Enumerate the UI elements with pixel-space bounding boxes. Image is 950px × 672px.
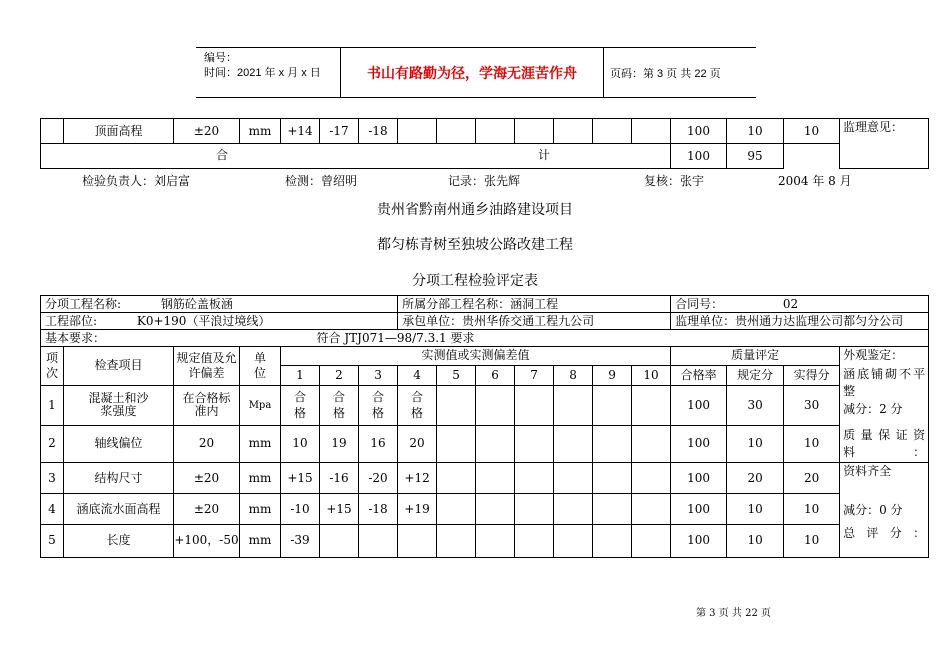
- supervisor-opinion: 监理意见：: [840, 119, 929, 169]
- values-0-cell: 合格: [281, 385, 320, 425]
- values-1-cell: +15: [320, 494, 359, 525]
- std-cell: 30: [727, 385, 784, 425]
- unit-cell: mm: [240, 494, 281, 525]
- values-9-cell: [632, 425, 671, 462]
- value-cell: [476, 119, 515, 144]
- road-title: 都匀栋青树至独坡公路改建工程: [377, 237, 573, 253]
- actual-cell: 10: [784, 525, 840, 558]
- values-7-cell: [554, 425, 593, 462]
- unit-cell: mm: [240, 463, 281, 494]
- values-8-cell: [593, 494, 632, 525]
- values-9-cell: [632, 385, 671, 425]
- header-left: [204, 51, 321, 81]
- values-3-cell: +12: [398, 463, 437, 494]
- std-cell: 10: [727, 525, 784, 558]
- time-label: 时间：2021 年 x 月 x 日: [204, 67, 321, 79]
- project-title: 贵州省黔南州通乡油路建设项目: [377, 202, 573, 218]
- rate-cell: 100: [671, 525, 727, 558]
- values-6-cell: [515, 525, 554, 558]
- quality-doc-label: 质量保证资料：: [843, 428, 926, 459]
- col-actual-score: 实得分: [784, 365, 840, 385]
- rate-cell: 100: [671, 385, 727, 425]
- values-2-cell: [359, 525, 398, 558]
- values-7-cell: [554, 494, 593, 525]
- values-8-cell: [593, 385, 632, 425]
- point-header: 3: [359, 365, 398, 385]
- values-3-cell: 合格: [398, 385, 437, 425]
- point-header: 7: [515, 365, 554, 385]
- table-row: [41, 525, 929, 558]
- col-unit: 单位: [240, 347, 281, 386]
- value-cell: [398, 119, 437, 144]
- col-rate: 合格率: [671, 365, 727, 385]
- point-header: 5: [437, 365, 476, 385]
- requirement-row: [41, 330, 929, 347]
- values-2-cell: 合格: [359, 385, 398, 425]
- values-5-cell: [476, 494, 515, 525]
- item-cell: 结构尺寸: [64, 463, 174, 494]
- point-header: 9: [593, 365, 632, 385]
- value-cell: +14: [281, 119, 320, 144]
- values-7-cell: [554, 463, 593, 494]
- item-cell: 涵底流水面高程: [64, 494, 174, 525]
- values-7-cell: [554, 525, 593, 558]
- table-row: [41, 425, 929, 462]
- no-cell: 2: [41, 425, 64, 462]
- no-cell: 1: [41, 385, 64, 425]
- no-cell: 4: [41, 494, 64, 525]
- requirement-label: 基本要求：: [41, 330, 240, 347]
- table-row: [41, 385, 929, 425]
- tolerance-cell: +100，-50: [174, 525, 240, 558]
- values-0-cell: +15: [281, 463, 320, 494]
- std-total-cell: 100: [671, 144, 727, 169]
- value-cell: -18: [359, 119, 398, 144]
- contractor-label: 承包单位：贵州华侨交通工程九公司: [398, 313, 671, 330]
- value-cell: [632, 119, 671, 144]
- item-cell: 顶面高程: [64, 119, 174, 144]
- point-header: 8: [554, 365, 593, 385]
- values-5-cell: [476, 385, 515, 425]
- actual-cell: 20: [784, 463, 840, 494]
- values-0-cell: -10: [281, 494, 320, 525]
- values-9-cell: [632, 525, 671, 558]
- values-4-cell: [437, 425, 476, 462]
- values-3-cell: 20: [398, 425, 437, 462]
- header-row: [41, 347, 929, 366]
- location-label: 工程部位:: [45, 313, 98, 328]
- page-header: [196, 47, 756, 98]
- values-3-cell: +19: [398, 494, 437, 525]
- total-he: 合: [216, 148, 229, 162]
- values-8-cell: [593, 525, 632, 558]
- item-cell: 长度: [64, 525, 174, 558]
- sub-project-label: 分项工程名称:: [45, 296, 122, 311]
- values-0-cell: -39: [281, 525, 320, 558]
- sub-project-name: 钢筋砼盖板涵: [160, 296, 233, 311]
- values-4-cell: [437, 385, 476, 425]
- point-header: 4: [398, 365, 437, 385]
- value-cell: [437, 119, 476, 144]
- info-row: [41, 296, 929, 313]
- contract-number: 02: [782, 296, 799, 311]
- no-cell: 5: [41, 525, 64, 558]
- tolerance-cell: ±20: [174, 494, 240, 525]
- supervisor-label: 监理单位：贵州通力达监理公司都匀分公司: [671, 313, 929, 330]
- date-sign: 2004 年 8 月: [778, 174, 852, 188]
- value-cell: -17: [320, 119, 359, 144]
- appearance-deduct: 减分：2 分: [843, 402, 903, 416]
- recorder-sign: 记录：张先辉: [448, 174, 521, 188]
- rate-cell: 100: [671, 463, 727, 494]
- values-2-cell: -18: [359, 494, 398, 525]
- unit-cell: Mpa: [240, 385, 281, 425]
- std-cell: 20: [727, 463, 784, 494]
- unit-cell: mm: [240, 119, 281, 144]
- actual-cell: 30: [784, 385, 840, 425]
- values-6-cell: [515, 463, 554, 494]
- total-ji: 计: [538, 148, 551, 162]
- values-5-cell: [476, 425, 515, 462]
- values-1-cell: 合格: [320, 385, 359, 425]
- actual-cell: 10: [784, 494, 840, 525]
- std-cell: 10: [727, 494, 784, 525]
- table-row: [41, 119, 929, 144]
- appearance-label: 外观鉴定：: [840, 347, 929, 366]
- reviewer-sign: 复核：张宇: [644, 174, 705, 188]
- value-cell: [593, 119, 632, 144]
- table-row: [41, 494, 929, 525]
- form-title: 分项工程检验评定表: [412, 273, 538, 289]
- info-row: [41, 313, 929, 330]
- quality-doc-text: 资料齐全: [843, 464, 892, 478]
- total-row: [41, 144, 929, 169]
- col-quality: 质量评定: [671, 347, 840, 366]
- col-measured: 实测值或实测偏差值: [281, 347, 671, 366]
- values-1-cell: [320, 525, 359, 558]
- values-9-cell: [632, 463, 671, 494]
- quality-doc-deduct: 减分：0 分: [843, 503, 903, 517]
- point-header: 10: [632, 365, 671, 385]
- tolerance-cell: 在合格标准内: [174, 385, 240, 425]
- values-5-cell: [476, 525, 515, 558]
- actual-total-cell: 95: [727, 144, 784, 169]
- value-cell: [554, 119, 593, 144]
- tester-sign: 检测：曾绍明: [285, 174, 358, 188]
- rate-cell: 100: [671, 119, 727, 144]
- unit-cell: mm: [240, 525, 281, 558]
- values-6-cell: [515, 385, 554, 425]
- values-6-cell: [515, 494, 554, 525]
- header-page-label: 页码：第 3 页 共 22 页: [610, 68, 721, 80]
- number-label: 编号：: [204, 52, 237, 64]
- total-score-label: 总 评 分 ：: [840, 525, 929, 558]
- point-header: 6: [476, 365, 515, 385]
- tolerance-cell: ±20: [174, 119, 240, 144]
- values-9-cell: [632, 494, 671, 525]
- rate-cell: 100: [671, 425, 727, 462]
- tolerance-cell: 20: [174, 425, 240, 462]
- values-4-cell: [437, 463, 476, 494]
- rate-cell: 100: [671, 494, 727, 525]
- col-no: 项次: [41, 347, 64, 386]
- total-label-cell: [41, 144, 671, 169]
- values-1-cell: 19: [320, 425, 359, 462]
- value-cell: [515, 119, 554, 144]
- col-tolerance: 规定值及允许偏差: [174, 347, 240, 386]
- table-row: [41, 463, 929, 494]
- unit-cell: mm: [240, 425, 281, 462]
- std-cell: 10: [727, 425, 784, 462]
- item-cell: 轴线偏位: [64, 425, 174, 462]
- values-1-cell: -16: [320, 463, 359, 494]
- values-8-cell: [593, 463, 632, 494]
- tolerance-cell: ±20: [174, 463, 240, 494]
- values-2-cell: 16: [359, 425, 398, 462]
- col-item: 检查项目: [64, 347, 174, 386]
- division-label: 所属分部工程名称：涵洞工程: [398, 296, 671, 313]
- values-0-cell: 10: [281, 425, 320, 462]
- evaluation-table: [40, 295, 929, 558]
- point-header: 2: [320, 365, 359, 385]
- header-motto: 书山有路勤为径，学海无涯苦作舟: [340, 48, 604, 97]
- std-score-cell: 10: [727, 119, 784, 144]
- location-value: K0+190（平浪过境线）: [136, 313, 271, 328]
- actual-cell: 10: [784, 425, 840, 462]
- values-5-cell: [476, 463, 515, 494]
- values-4-cell: [437, 494, 476, 525]
- point-header: 1: [281, 365, 320, 385]
- values-4-cell: [437, 525, 476, 558]
- item-cell: 混凝土和沙浆强度: [64, 385, 174, 425]
- previous-page-table: [40, 118, 929, 169]
- no-cell: 3: [41, 463, 64, 494]
- values-2-cell: -20: [359, 463, 398, 494]
- appearance-text: 涵底铺砌不平整: [843, 367, 926, 398]
- values-6-cell: [515, 425, 554, 462]
- requirement-text: 符合 JTJ071—98/7.3.1 要求: [240, 330, 929, 347]
- page-footer: 第 3 页 共 22 页: [696, 608, 771, 619]
- values-8-cell: [593, 425, 632, 462]
- values-3-cell: [398, 525, 437, 558]
- col-std-score: 规定分: [727, 365, 784, 385]
- actual-score-cell: 10: [784, 119, 840, 144]
- values-7-cell: [554, 385, 593, 425]
- inspector-sign: 检验负责人：刘启富: [82, 174, 191, 188]
- contract-label: 合同号：: [675, 296, 724, 311]
